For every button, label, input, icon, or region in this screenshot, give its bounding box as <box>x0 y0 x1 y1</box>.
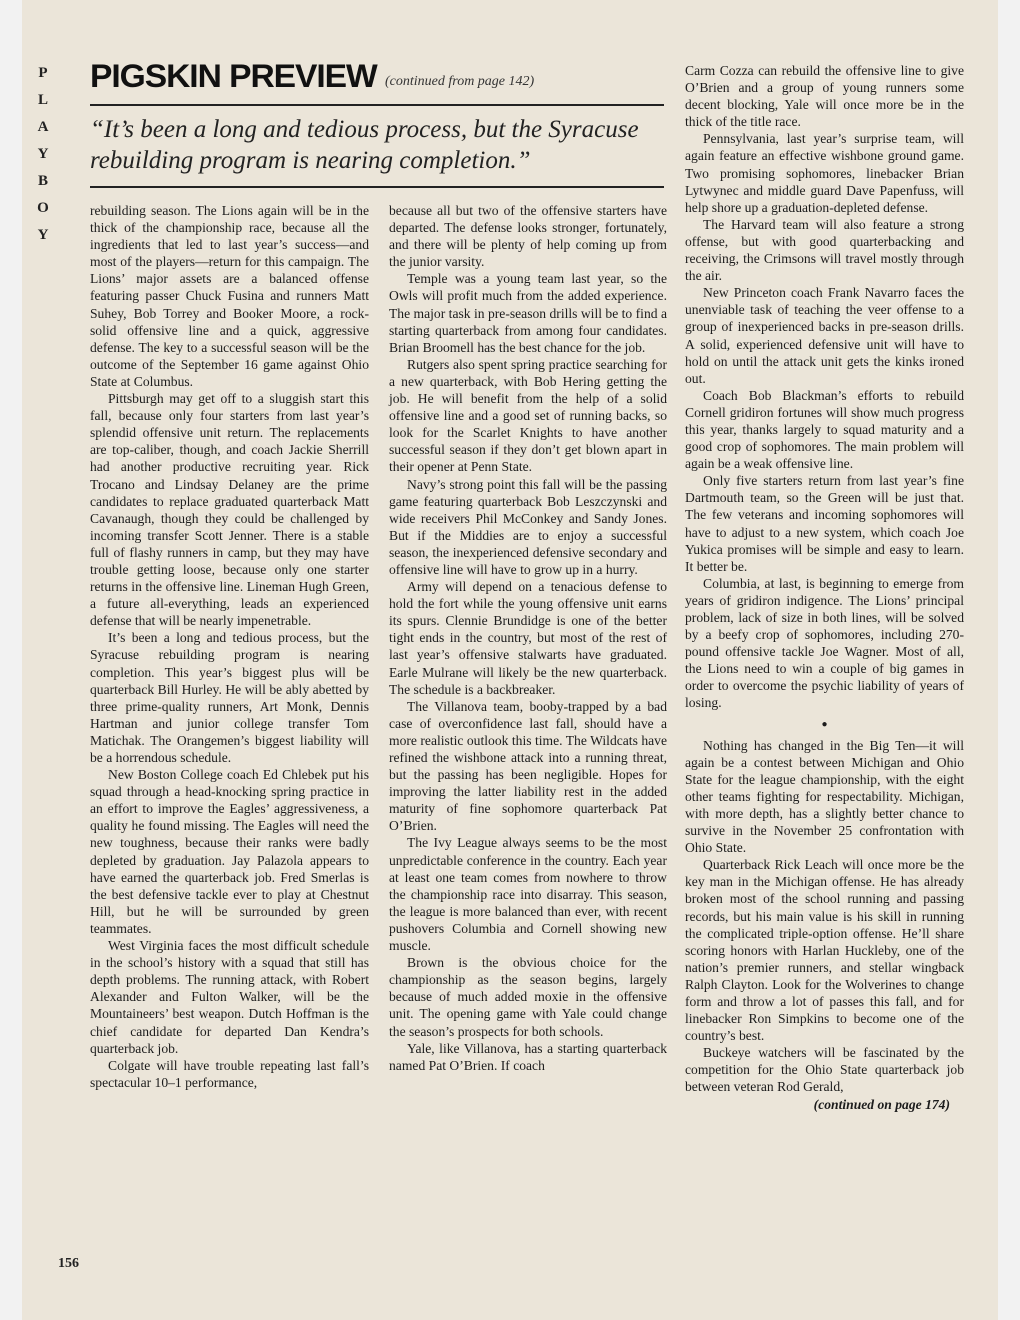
article-header <box>90 58 665 98</box>
pull-quote-top-rule <box>90 104 664 106</box>
side-letter: Y <box>37 146 49 162</box>
paragraph: rebuilding season. The Lions again will be in the thick of the championship race, because all the ingredients that led to last year’s success—and most of the players—return for this campaign. The Lions’ major assets are a balanced offense featuring passer Chuck Fusina and runners Matt Suhey, Bob Torrey and Booker Moore, a rock-solid offensive line and a quick, aggressive defense. The key to a successful season will be the outcome of the September 16 game against Ohio State at Columbus. <box>90 203 369 389</box>
paragraph: Army will depend on a tenacious defense to hold the fort while the young offensive unit earns its spurs. Clennie Brundidge is one of the better tight ends in the country, but most of the rest of last year’s offensive stalwarts have graduated. Earle Mulrane will likely be the new quarterback. The schedule is a backbreaker. <box>389 579 667 697</box>
paragraph: Rutgers also spent spring practice searching for a new quarterback, with Bob Hering getting the job. He will benefit from the help of a solid offensive line and a good set of running backs, so look for the Scarlet Knights to have another successful season if they don’t get blown apart in their opener at Penn State. <box>389 356 667 475</box>
text-column-1 <box>90 202 369 1091</box>
paragraph: Buckeye watchers will be fascinated by the competition for the Ohio State quarterback job between veteran Rod Gerald, <box>685 1045 964 1095</box>
paragraph: Navy’s strong point this fall will be the passing game featuring quarterback Bob Leszczynski and wide receivers Phil McConkey and Sandy Jones. But if the Middies are to enjoy a successful season, the inexperienced defensive secondary and offensive line will have to grow up in a hurry. <box>389 476 667 577</box>
paragraph: Pittsburgh may get off to a sluggish start this fall, because only four starters from last year’s splendid offensive unit return. The replacements are top-caliber, though, and coach Jackie Sherrill had another productive recruiting year. Rick Trocano and Lindsay Delaney are the prime candidates to replace graduated quarterback Matt Cavanaugh, though they could be challenged by incoming transfer Scott Jenner. There is a stable full of flashy runners in camp, but they may have trouble getting loose, because only one starter returns in the offensive line. Lineman Hugh Green, a future all-everything, leads an experienced defense that will be nearly impenetrable. <box>90 391 369 629</box>
paragraph: Columbia, at last, is beginning to emerge from years of gridiron indigence. The Lions’ principal problem, lack of size in both lines, will be solved by a beefy crop of sophomores, including 270-pound offensive tackle Joe Wagner. Most of all, the Lions need to win a couple of big games in order to overcome the psychic liability of years of losing. <box>685 575 964 711</box>
pull-quote-bottom-rule <box>90 186 664 188</box>
side-letter: L <box>37 92 48 108</box>
paragraph: Pennsylvania, last year’s surprise team, will again feature an effective wishbone ground game. Two promising sophomores, linebacker Brian Lytwynec and middle guard Dave Papenfuss, will help shore up a graduation-depleted defense. <box>685 131 964 215</box>
paragraph: Temple was a young team last year, so the Owls will profit much from the added experience. The major task in pre-season drills will be to find a starting quarterback from among four candidates. Brian Broomell has the best chance for the job. <box>389 271 667 355</box>
paragraph: Nothing has changed in the Big Ten—it will again be a contest between Michigan and Ohio State for the league championship, with the eight other teams fighting for respectability. Michigan, with more depth, has a slightly better chance to survive in the November 25 confrontation with Ohio State. <box>685 737 964 856</box>
paragraph: New Princeton coach Frank Navarro faces the unenviable task of teaching the veer offense to a group of inexperienced backs in pre-season drills. A solid, experienced defensive unit will have to hold on until the attack unit gets the kinks ironed out. <box>685 285 964 386</box>
text-column-3 <box>685 62 964 1113</box>
page-number: 156 <box>58 1256 79 1271</box>
side-letter: B <box>37 173 48 189</box>
section-separator-bullet: ● <box>821 718 828 730</box>
side-letter: P <box>38 65 48 81</box>
paragraph: The Ivy League always seems to be the most unpredictable conference in the country. Each year at least one team comes from nowhere to throw the championship race into disarray. This season, the league is more balanced than ever, with recent pushovers Columbia and Cornell showing new muscle. <box>389 835 667 954</box>
pull-quote: “It’s been a long and tedious process, but the Syracuse rebuilding program is nearing completion.” <box>90 116 639 174</box>
paragraph: New Boston College coach Ed Chlebek put his squad through a head-knocking spring practice in an effort to improve the Eagles’ aggressiveness, a quality he found missing. The Eagles will need the new toughness, because their ranks were badly depleted by graduation. Jay Palazola appears to have earned the quarterback job. Fred Smerlas is the best defensive tackle ever to play at Chestnut Hill, but he will be surrounded by green teammates. <box>90 767 369 936</box>
side-letter: O <box>37 200 49 216</box>
paragraph: because all but two of the offensive starters have departed. The defense looks stronger, fortunately, and there will be plenty of help coming up from the junior varsity. <box>389 203 667 270</box>
paragraph: Colgate will have trouble repeating last fall’s spectacular 10–1 performance, <box>90 1057 369 1090</box>
text-column-2 <box>389 202 667 1074</box>
paragraph: The Harvard team will also feature a strong offense, but with good quarterbacking and receiving, the Crimsons will travel mostly through the air. <box>685 216 964 284</box>
side-letter: Y <box>37 227 49 243</box>
side-letter: A <box>37 119 49 135</box>
side-magazine-name <box>32 60 54 249</box>
paragraph: Only five starters return from last year’s fine Dartmouth team, so the Green will be just that. The few veterans and incoming sophomores will have to adjust to a new system, which coach Joe Yukica promises will be simple and easy to learn. It better be. <box>685 473 964 574</box>
paragraph: Carm Cozza can rebuild the offensive line to give O’Brien and a group of young runners some decent blocking, Yale will once more be in the thick of the title race. <box>685 63 964 130</box>
paragraph: Yale, like Villanova, has a starting quarterback named Pat O’Brien. If coach <box>389 1040 667 1073</box>
paragraph: Coach Bob Blackman’s efforts to rebuild Cornell gridiron fortunes will show much progress this year, thanks largely to squad maturity and a good crop of sophomores. The main problem will again be a weak offensive line. <box>685 387 964 472</box>
magazine-page <box>22 0 998 1320</box>
continued-from-note: (continued from page 142) <box>385 74 535 89</box>
paragraph: It’s been a long and tedious process, but the Syracuse rebuilding program is nearing completion. This year’s biggest plus will be quarterback Bill Hurley. He will be ably abetted by three prime-quality runners, Art Monk, Dennis Hartman and junior college transfer Tom Matichak. The Orangemen’s biggest liability will be a horrendous schedule. <box>90 630 369 765</box>
paragraph: Quarterback Rick Leach will once more be the key man in the Michigan offense. He has already broken most of the school running and passing records, but his main value is his skill in running the complicated triple-option offense. He’ll share scoring honors with Harlan Huckleby, one of the nation’s premier runners, and stellar wingback Ralph Clayton. Look for the Wolverines to change form and throw a lot of passes this fall, and for linebacker Ron Simpkins to become one of the country’s best. <box>685 857 964 1044</box>
continued-on-note: (continued on page 174) <box>813 1096 950 1112</box>
paragraph: Brown is the obvious choice for the championship as the season begins, largely because of much added moxie in the offensive unit. The opening game with Yale could change the season’s prospects for both schools. <box>389 955 667 1039</box>
paragraph: The Villanova team, booby-trapped by a bad case of overconfidence last fall, should have a more realistic outlook this time. The Wildcats have refined the wishbone attack into a running threat, but the passing has been negligible. Hopes for improving the latter liability rest in the added maturity of fine sophomore quarterback Pat O’Brien. <box>389 698 667 834</box>
article-title: PIGSKIN PREVIEW <box>90 58 377 94</box>
paragraph: West Virginia faces the most difficult schedule in the school’s history with a squad that still has depth problems. The running attack, with Robert Alexander and Fulton Walker, will be the Mountaineers’ best weapon. Dutch Hoffman is the chief candidate for departed Dan Kendra’s quarterback job. <box>90 938 369 1056</box>
